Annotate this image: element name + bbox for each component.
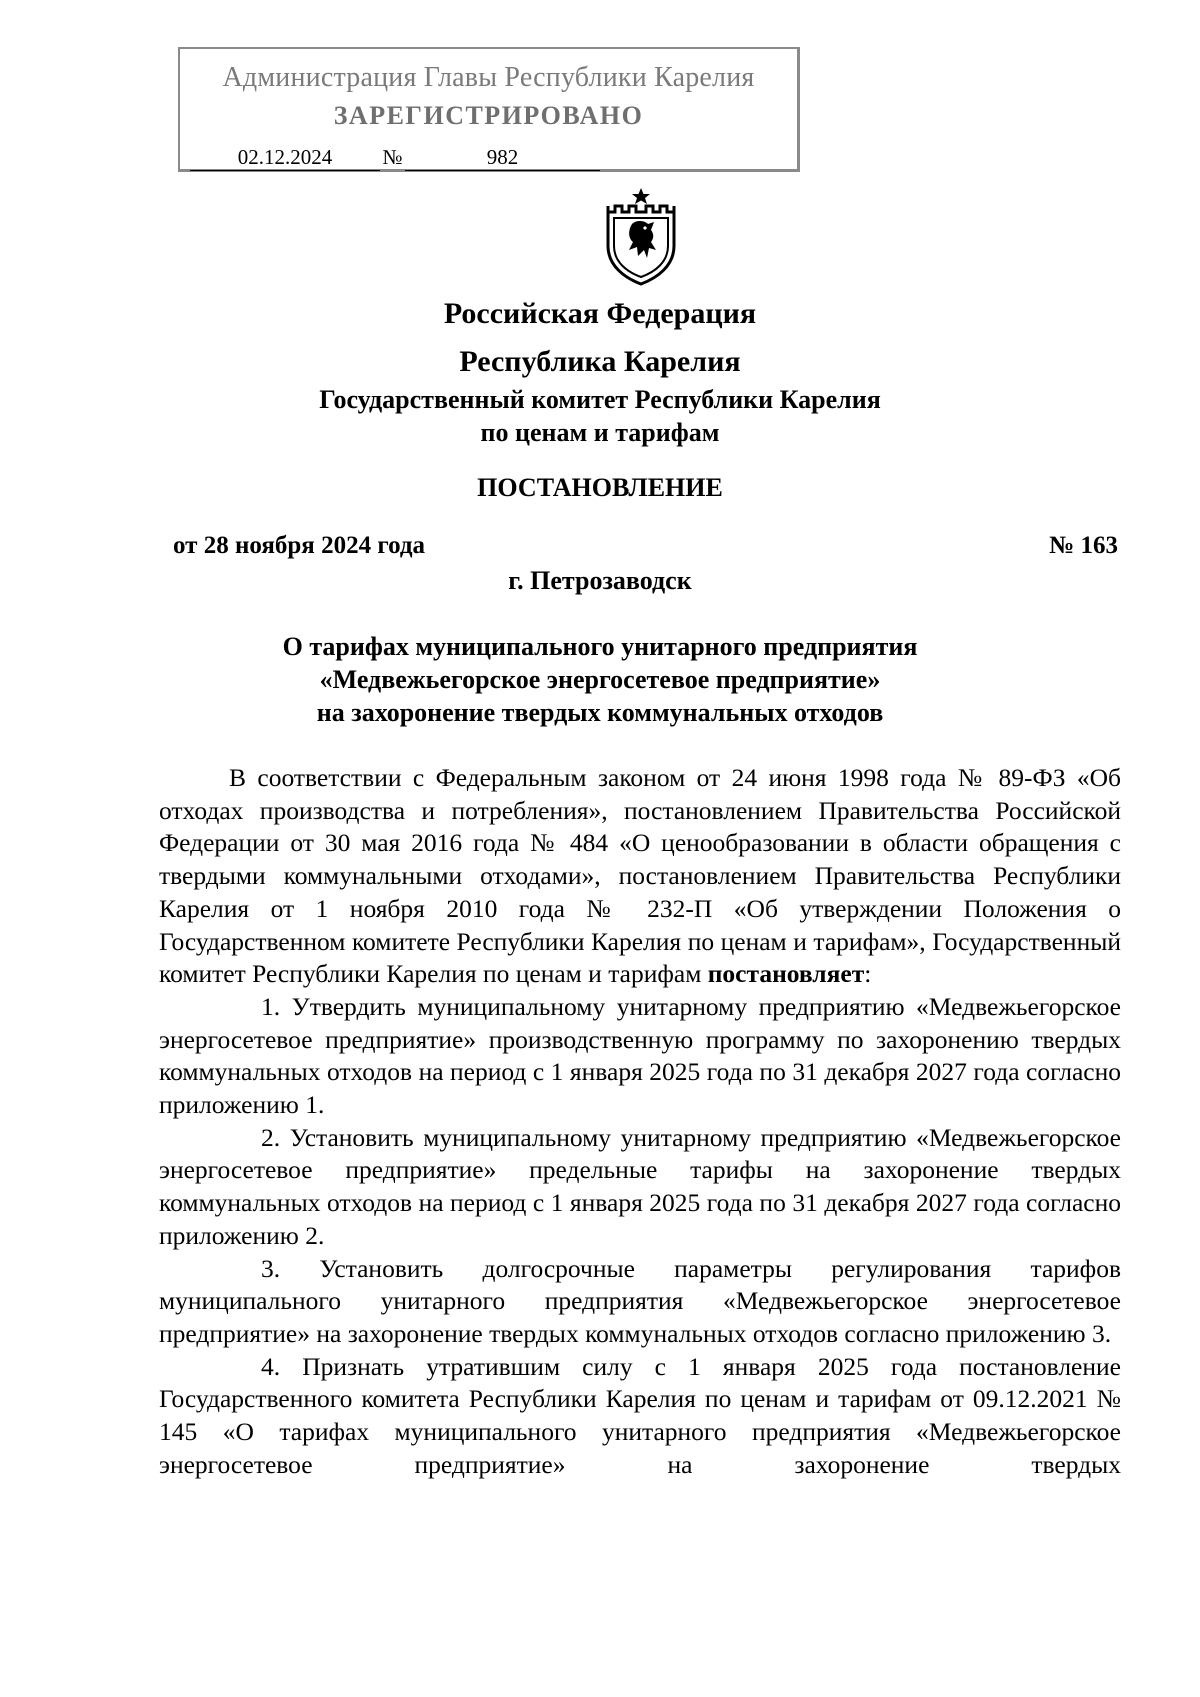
document-title-line1: О тарифах муниципального унитарного предприятия	[282, 632, 918, 661]
item-1-paragraph: 1. Утвердить муниципальному унитарному предприятию «Медвежьегорское энергосетевое предприятие» производственную программу по захоронению твердых коммунальных отходов на период с 1 января 2025 года по 31 декабря 2027 года согласно приложению 1.	[159, 991, 1121, 1120]
document-number: № 163	[1049, 532, 1118, 559]
preamble-paragraph	[159, 762, 1121, 991]
item-2-paragraph: 2. Установить муниципальному унитарному предприятию «Медвежьегорское энергосетевое предприятие» предельные тарифы на захоронение твердых коммунальных отходов на период с 1 января 2025 года по 31 декабря 2027 года согласно приложению 2.	[159, 1122, 1121, 1250]
stamp-status: ЗАРЕГИСТРИРОВАНО	[333, 101, 644, 130]
item-3-paragraph: 3. Установить долгосрочные параметры регулирования тарифов муниципального унитарного предприятия «Медвежьегорское энергосетевое предприятие» на захоронение твердых коммунальных отходов согласно приложению 3.	[159, 1253, 1121, 1348]
karelia-coat-of-arms-icon	[602, 186, 680, 286]
stamp-number-sign: №	[382, 145, 403, 169]
republic-heading: Республика Карелия	[459, 345, 741, 378]
preamble-end: :	[864, 959, 872, 989]
committee-heading-line2: по ценам и тарифам	[480, 418, 720, 447]
document-title-line3: на захоронение твердых коммунальных отходов	[316, 698, 884, 727]
preamble-bold: постановляет	[707, 959, 865, 989]
document-title-line2: «Медвежьегорское энергосетевое предприятие»	[319, 665, 881, 694]
stamp-date: 02.12.2024	[190, 144, 380, 171]
item-4-paragraph: 4. Признать утратившим силу с 1 января 2025 года постановление Государственного комитета Республики Карелия по ценам и тарифам от 09.12.2021 № 145 «О тарифах муниципального унитарного предприятия «Медвежьегорское энергосетевое предприятие» на захоронение твердых	[159, 1351, 1121, 1479]
document-body	[159, 762, 1121, 1481]
document-city: г. Петрозаводск	[508, 566, 692, 595]
stamp-number: 982	[405, 144, 600, 171]
preamble-text: В соответствии с Федеральным законом от 24 июня 1998 года № 89-ФЗ «Об отходах производства и потребления», постановлением Правительства Российской Федерации от 30 мая 2016 года № 484 «О ценообразовании в области обращения с твердыми коммунальными отходами», постановлением Правительства Республики Карелия от 1 ноября 2010 года № 232-П «Об утверждении Положения о Государственном комитете Республики Карелия по ценам и тарифам», Государственный комитет Республики Карелия по ценам и тарифам	[159, 763, 1121, 989]
document-date: от 28 ноября 2024 года	[173, 532, 425, 559]
country-heading: Российская Федерация	[443, 297, 757, 330]
document-type: ПОСТАНОВЛЕНИЕ	[477, 473, 723, 502]
committee-heading-line1: Государственный комитет Республики Карелия	[319, 385, 881, 414]
stamp-organization: Администрация Главы Республики Карелия	[222, 62, 755, 93]
